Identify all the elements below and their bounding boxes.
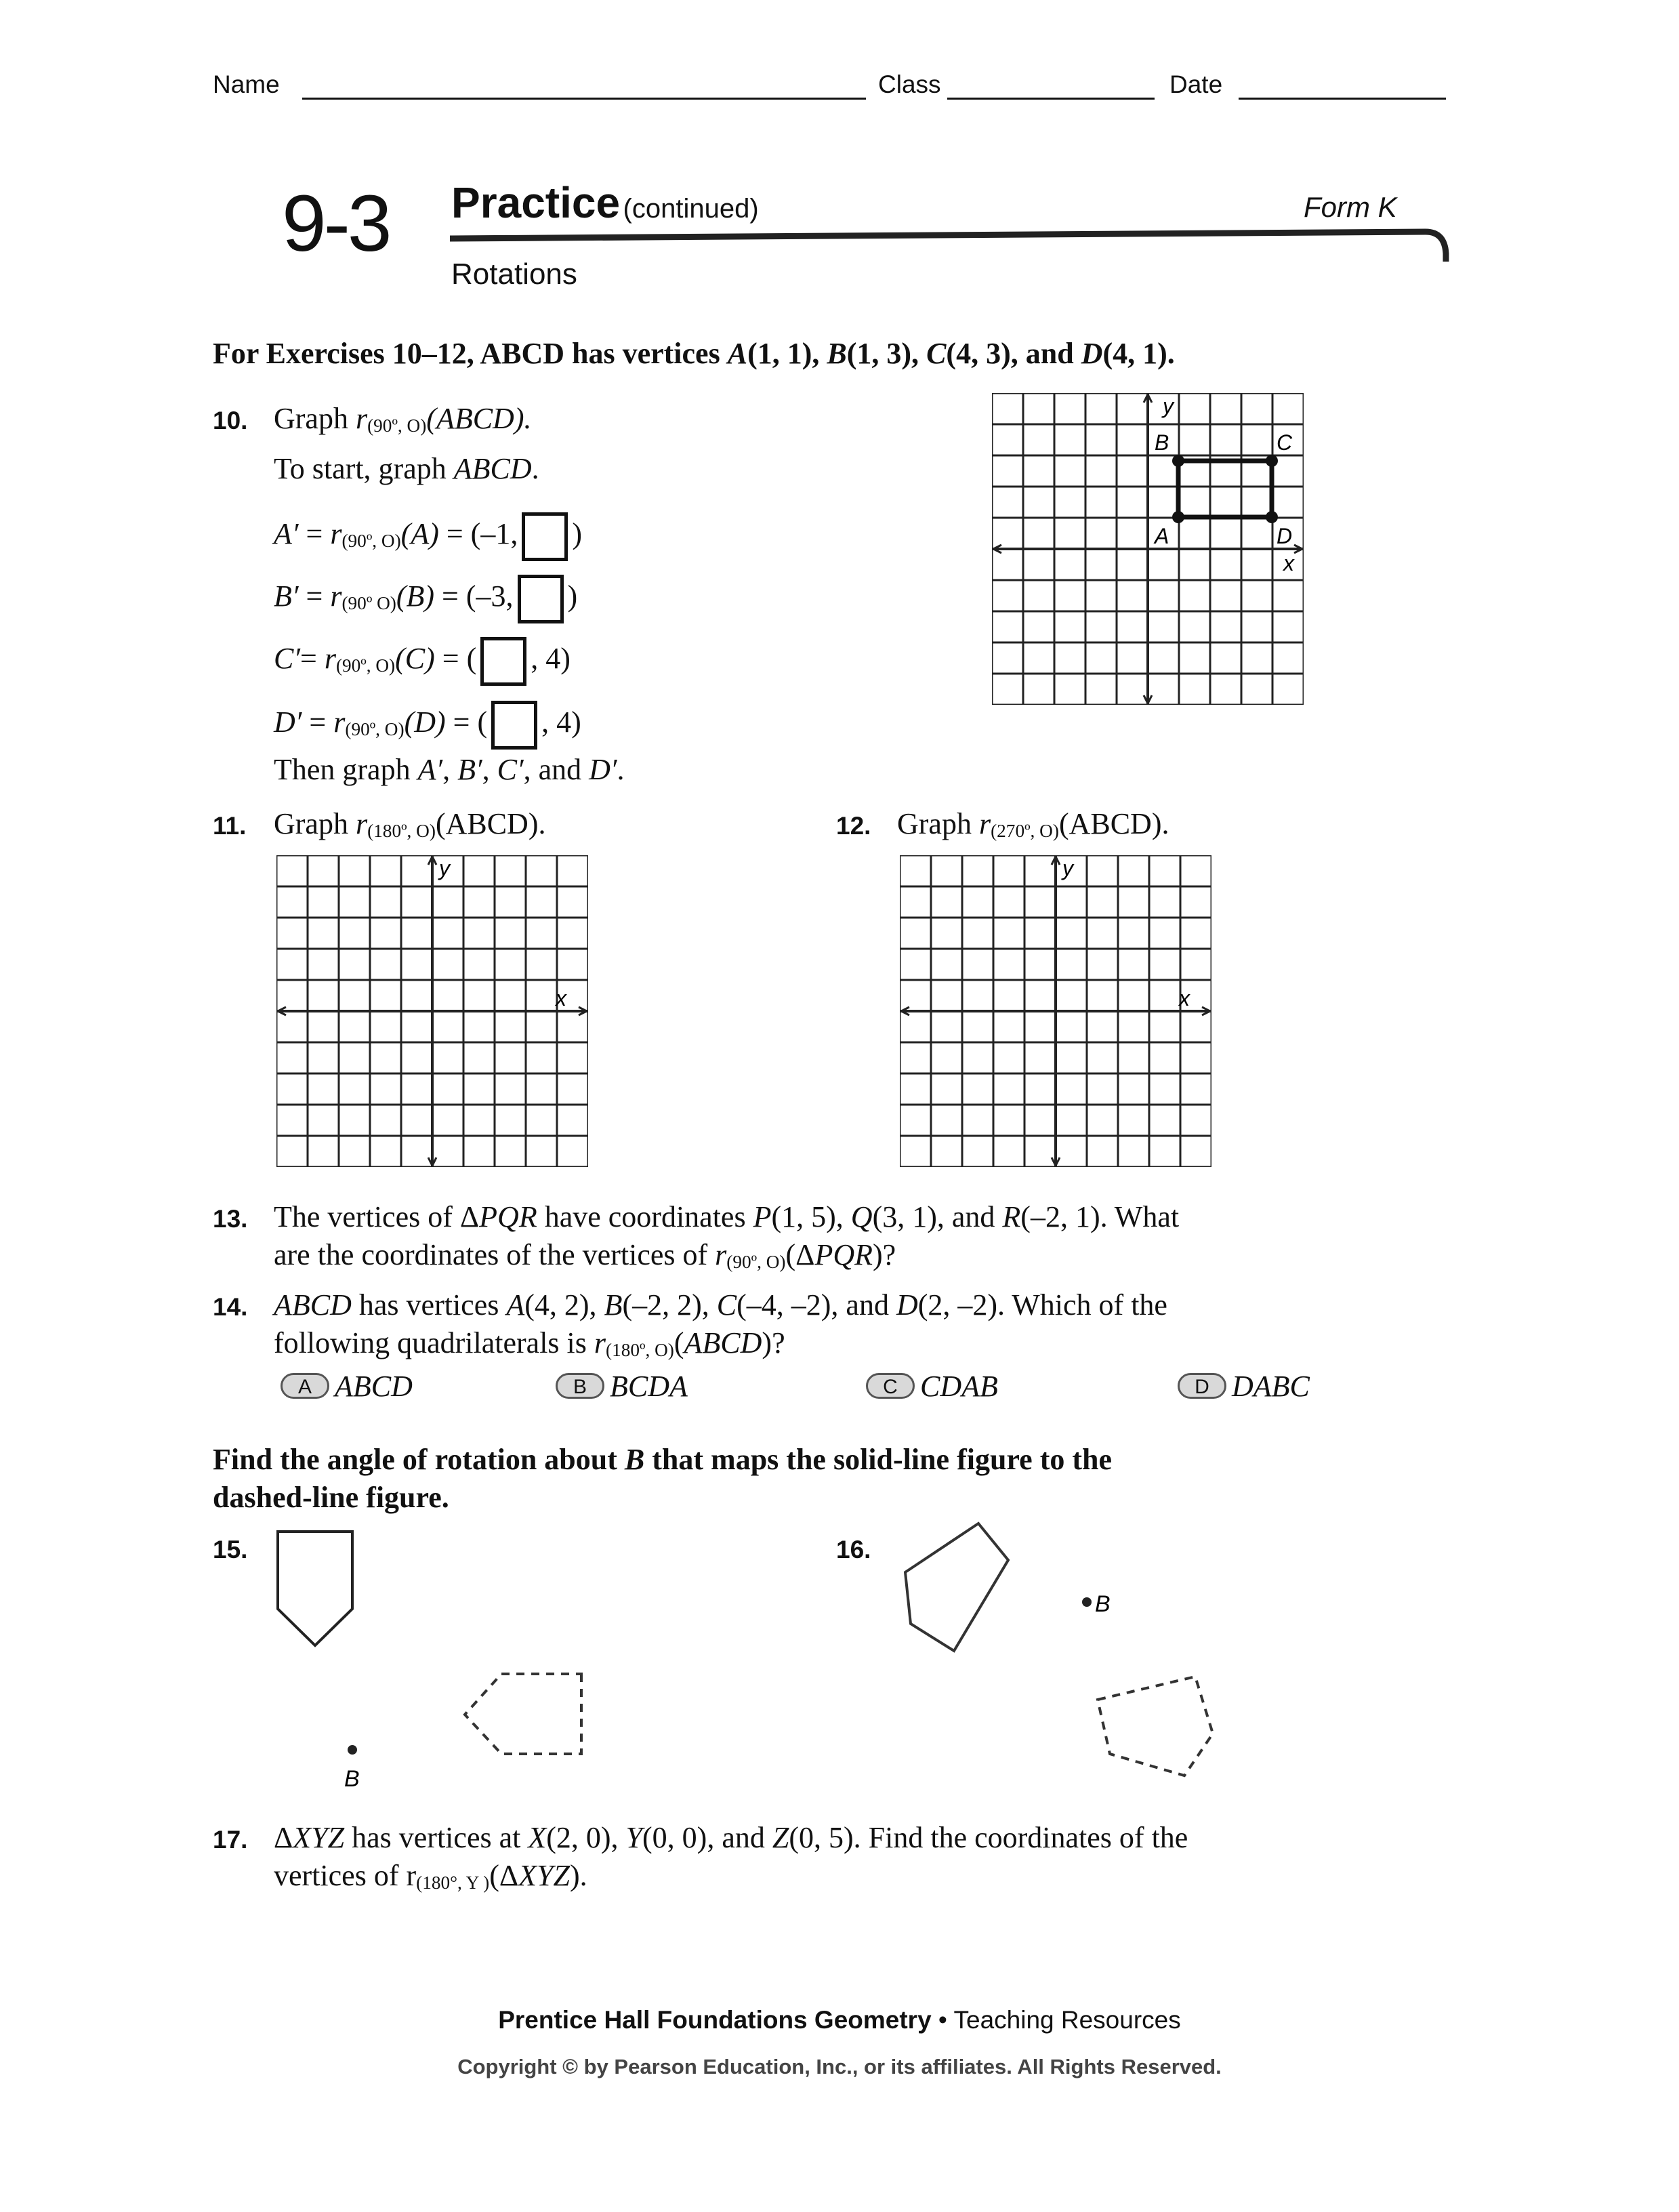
exercise-10-line-a: $A' = r_{(90º, O)}(A) = (-1$, ) xyxy=(274,512,582,561)
label-b: B xyxy=(1155,430,1169,455)
exercise-13-line-1: The vertices of ΔPQR have coordinates P(1, 5), Q(3, 1), and R(–2, 1). What xyxy=(274,1200,1180,1233)
exercise-10-line-c: $C'= r_{(90º, O)}(C)$ = ( , 4) xyxy=(274,637,571,686)
lesson-title-row xyxy=(451,178,759,228)
exercise-10-start: To start, graph ABCD. xyxy=(274,452,539,485)
exercise-15-number: 15. xyxy=(213,1536,248,1563)
class-label: Class xyxy=(878,70,941,98)
choice-b-text: BCDA xyxy=(610,1370,688,1403)
date-label: Date xyxy=(1169,70,1223,98)
exercise-16-number: 16. xyxy=(836,1536,871,1563)
exercise-17-line-1: ΔXYZ has vertices at X(2, 0), Y(0, 0), and Z(0, 5). Find the coordinates of the xyxy=(274,1821,1188,1854)
exercise-10-then: Then graph A′, B′, C′, and D′. xyxy=(274,753,625,786)
exercise-10-line-d: $D' = r_{(90º, O)}(D)$ = ( , 4) xyxy=(274,701,581,750)
center-point-b xyxy=(348,1745,357,1755)
instructions-10-12: For Exercises 10–12, ABCD has vertices A(1, 1), B(1, 3), C(4, 3), and D(4, 1). xyxy=(213,337,1175,370)
instructions-15-16-line-2: dashed-line figure. xyxy=(213,1481,449,1514)
footer-publisher: Prentice Hall Foundations Geometry xyxy=(498,2006,932,2034)
center-label-b: B xyxy=(344,1766,360,1792)
exercise-13-number: 13. xyxy=(213,1205,248,1233)
dashed-pentagon xyxy=(465,1674,581,1754)
exercise-10-prompt: Graph $r_{(90º, O)}(ABCD)$. xyxy=(274,402,532,436)
exercise-12-number: 12. xyxy=(836,812,871,840)
choice-a-text: ABCD xyxy=(335,1370,413,1403)
point-c xyxy=(1266,455,1278,467)
choice-b[interactable] xyxy=(556,1369,688,1404)
choice-d[interactable] xyxy=(1178,1369,1310,1404)
lesson-title: Practice xyxy=(451,178,621,227)
point-d xyxy=(1266,511,1278,523)
figure-abcd xyxy=(1178,461,1272,517)
choice-c-letter: C xyxy=(866,1373,915,1399)
point-a xyxy=(1172,511,1184,523)
exercise-14-line-2: following quadrilaterals is $r_{(180º, O)}(ABCD)$? xyxy=(274,1326,785,1360)
exercise-12-prompt: Graph $r_{(270º, O)}(ABCD)$. xyxy=(897,807,1169,841)
title-rule xyxy=(450,224,1450,264)
exercise-11-number: 11. xyxy=(213,812,247,840)
exercise-14-line-1: ABCD has vertices A(4, 2), B(–2, 2), C(–4, –2), and D(2, –2). Which of the xyxy=(274,1288,1167,1322)
choice-c-text: CDAB xyxy=(920,1370,998,1403)
exercise-11-prompt: Graph $r_{(180º, O)}(ABCD)$. xyxy=(274,807,546,841)
instructions-15-16-line-1: Find the angle of rotation about B that maps the solid-line figure to the xyxy=(213,1443,1112,1476)
choice-a-letter: A xyxy=(281,1373,329,1399)
center-point-b xyxy=(1082,1597,1092,1607)
choice-a[interactable] xyxy=(281,1369,413,1404)
x-axis-label: x xyxy=(1179,986,1190,1010)
exercise-17-line-2: vertices of $r_{(180^\circ, Y )}(\Delta XYZ)$. xyxy=(274,1859,587,1893)
solid-pentagon xyxy=(905,1523,1008,1651)
label-a: A xyxy=(1155,524,1169,548)
dashed-pentagon xyxy=(1098,1677,1213,1776)
exercise-12-grid[interactable] xyxy=(900,855,1211,1167)
lesson-number: 9-3 xyxy=(282,179,390,268)
point-b xyxy=(1172,455,1184,467)
exercise-17-number: 17. xyxy=(213,1826,248,1853)
y-axis-label: y xyxy=(1062,856,1073,880)
footer-copyright: Copyright © by Pearson Education, Inc., or its affiliates. All Rights Reserved. xyxy=(457,2055,1222,2078)
choice-d-text: DABC xyxy=(1232,1370,1310,1403)
answer-box-b-y[interactable] xyxy=(518,575,564,623)
exercise-10-grid[interactable] xyxy=(992,393,1304,705)
exercise-10-number: 10. xyxy=(213,407,248,434)
lesson-continued: (continued) xyxy=(623,194,759,224)
name-field[interactable] xyxy=(302,98,866,100)
label-d: D xyxy=(1277,524,1293,548)
y-axis-label: y xyxy=(1163,394,1174,418)
label-c: C xyxy=(1277,430,1293,455)
exercise-11-grid[interactable] xyxy=(276,855,588,1167)
exercise-15-figure xyxy=(264,1529,630,1800)
name-label: Name xyxy=(213,70,280,98)
answer-box-d-x[interactable] xyxy=(491,701,537,750)
x-axis-label: x xyxy=(556,986,566,1010)
answer-box-c-x[interactable] xyxy=(480,637,526,686)
choice-d-letter: D xyxy=(1178,1373,1226,1399)
solid-pentagon xyxy=(278,1532,352,1645)
choice-b-letter: B xyxy=(556,1373,604,1399)
y-axis-label: y xyxy=(439,856,450,880)
exercise-16-figure xyxy=(881,1518,1233,1809)
footer-publisher-line: Prentice Hall Foundations Geometry • Teaching Resources xyxy=(498,2006,1181,2034)
class-field[interactable] xyxy=(947,98,1155,100)
exercise-10-line-b: $B' = r_{(90º O)}(B) = (-3$, ) xyxy=(274,575,577,623)
x-axis-label: x xyxy=(1283,551,1294,575)
footer-resource: Teaching Resources xyxy=(953,2006,1181,2034)
choice-c[interactable] xyxy=(866,1369,998,1404)
exercise-13-line-2: are the coordinates of the vertices of $r_{(90º, O)}(\Delta PQR)$? xyxy=(274,1238,896,1272)
lesson-form: Form K xyxy=(1304,191,1397,223)
lesson-subtitle: Rotations xyxy=(451,258,577,291)
answer-box-a-y[interactable] xyxy=(522,512,568,561)
date-field[interactable] xyxy=(1239,98,1446,100)
center-label-b: B xyxy=(1095,1591,1111,1617)
exercise-14-number: 14. xyxy=(213,1293,248,1321)
